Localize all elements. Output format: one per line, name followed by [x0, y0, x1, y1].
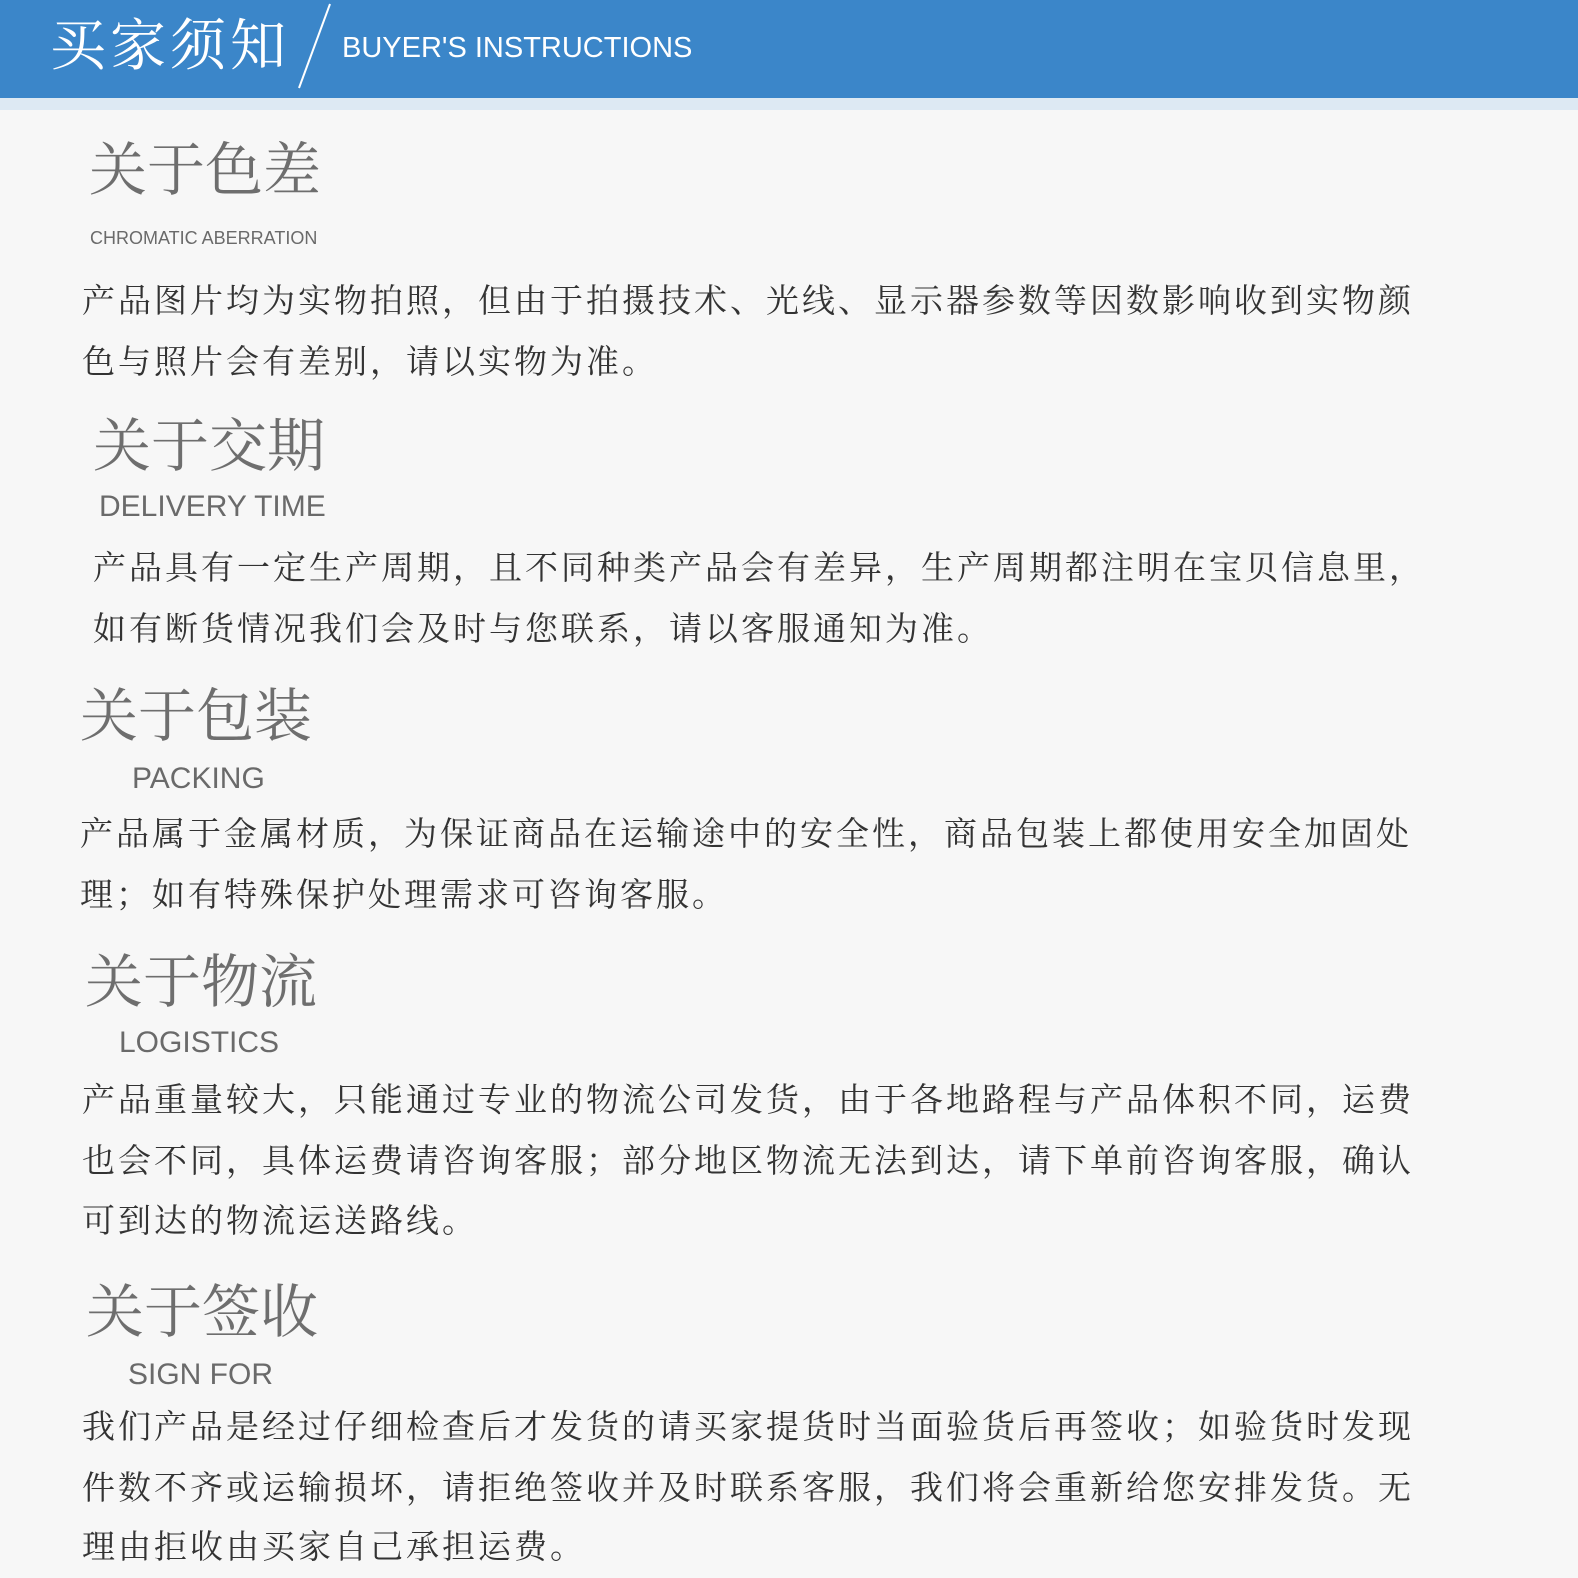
header-divider-slash	[0, 0, 1578, 98]
section-title-sign-for: 关于签收	[86, 1278, 319, 1346]
section-subtitle-sign-for: SIGN FOR	[128, 1358, 274, 1391]
section-subtitle-color-difference: CHROMATIC ABERRATION	[90, 228, 318, 248]
section-text-line: 理；如有特殊保护处理需求可咨询客服。	[80, 875, 728, 914]
section-text-line: 我们产品是经过仔细检查后才发货的请买家提货时当面验货后再签收；如验货时发现	[82, 1407, 1414, 1446]
section-subtitle-packing: PACKING	[132, 762, 265, 795]
page-title: 买家须知	[50, 14, 290, 79]
section-title-logistics: 关于物流	[85, 948, 318, 1016]
section-text-line: 色与照片会有差别，请以实物为准。	[82, 342, 658, 381]
section-text-line: 如有断货情况我们会及时与您联系，请以客服通知为准。	[93, 609, 993, 648]
section-text-line: 理由拒收由买家自己承担运费。	[82, 1527, 586, 1566]
section-text-line: 产品图片均为实物拍照，但由于拍摄技术、光线、显示器参数等因数影响收到实物颜	[82, 281, 1414, 320]
section-text-line: 产品属于金属材质，为保证商品在运输途中的安全性，商品包装上都使用安全加固处	[80, 814, 1412, 853]
section-subtitle-logistics: LOGISTICS	[119, 1026, 280, 1059]
section-text-line: 也会不同，具体运费请咨询客服；部分地区物流无法到达，请下单前咨询客服，确认	[82, 1141, 1414, 1180]
section-text-line: 可到达的物流运送路线。	[82, 1201, 478, 1240]
section-title-color-difference: 关于色差	[89, 136, 322, 204]
section-text-line: 产品具有一定生产周期，且不同种类产品会有差异，生产周期都注明在宝贝信息里，	[93, 548, 1425, 587]
section-subtitle-delivery-time: DELIVERY TIME	[99, 490, 326, 523]
section-text-line: 产品重量较大，只能通过专业的物流公司发货，由于各地路程与产品体积不同，运费	[82, 1080, 1414, 1119]
section-title-packing: 关于包装	[80, 682, 313, 750]
section-text-line: 件数不齐或运输损坏，请拒绝签收并及时联系客服，我们将会重新给您安排发货。无	[82, 1468, 1414, 1507]
section-title-delivery-time: 关于交期	[93, 412, 326, 480]
page-subtitle: BUYER'S INSTRUCTIONS	[342, 32, 693, 64]
header-underline-strip	[0, 98, 1578, 110]
